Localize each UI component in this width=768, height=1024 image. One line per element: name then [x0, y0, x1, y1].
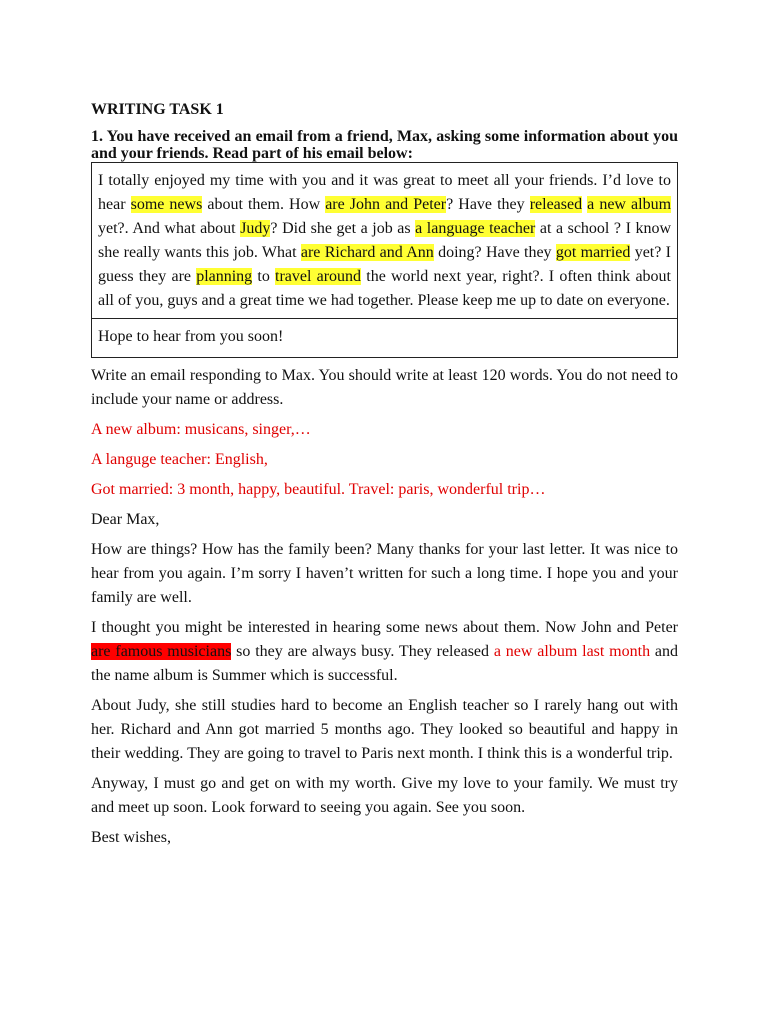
paragraph-2-part-2: so they are always busy. They released	[231, 643, 494, 660]
greeting: Dear Max,	[91, 511, 160, 528]
page-title: WRITING TASK 1	[91, 101, 224, 118]
email-text: yet?. And what about	[98, 220, 241, 237]
paragraph-1: How are things? How has the family been? Many thanks for your last letter. It was nice to hear from you again. I’m sorry I haven’t written for such a long time. I hope you and your family are well.	[91, 541, 678, 606]
instructions: Write an email responding to Max. You should write at least 120 words. You do not need to include your name or address.	[91, 367, 678, 408]
red-text-album: a new album last month	[493, 643, 651, 660]
closing: Best wishes,	[91, 829, 171, 846]
email-highlight: are John and Peter	[325, 196, 447, 213]
note-teacher: A languge teacher: English,	[91, 451, 268, 468]
email-text: to	[252, 268, 276, 285]
paragraph-4: Anyway, I must go and get on with my worth. Give my love to your family. We must try and meet up soon. Look forward to seeing you again. See you soon.	[91, 775, 678, 816]
email-highlight: are Richard and Ann	[300, 244, 434, 261]
email-highlight: released	[529, 196, 583, 213]
email-text: the world next year, right?. I often think about all of you, guys and a great time we had together. Please keep me up to date on everyone.	[98, 268, 671, 309]
email-text: doing? Have they	[433, 244, 556, 261]
email-text: yet? I guess they are	[98, 244, 671, 285]
document-page	[91, 100, 678, 850]
email-highlight: Judy	[240, 220, 271, 237]
paragraph-2-part-1: I thought you might be interested in hearing some news about them. Now John and Peter	[91, 619, 678, 636]
email-highlight: got married	[555, 244, 631, 261]
paragraph-3: About Judy, she still studies hard to become an English teacher so I rarely hang out with her. Richard and Ann got married 5 months ago. They looked so beautiful and happy in their wedding. They are going to travel to Paris next month. I think this is a wonderful trip.	[91, 697, 678, 762]
email-highlight: travel around	[275, 268, 362, 285]
email-text: ? Did she get a job as	[270, 220, 416, 237]
email-text: at a school ? I know she really wants this job. What	[98, 220, 672, 261]
email-text: about them. How	[202, 196, 326, 213]
email-highlight: a language teacher	[415, 220, 536, 237]
email-highlight: some news	[130, 196, 203, 213]
note-married: Got married: 3 month, happy, beautiful. Travel: paris, wonderful trip…	[91, 481, 546, 498]
highlight-musicians: are famous musicians	[91, 643, 232, 660]
email-highlight: a new album	[587, 196, 672, 213]
paragraph-2-part-3: and the name album is Summer which is successful.	[91, 643, 679, 684]
task-prompt: 1. You have received an email from a friend, Max, asking some information about you and your friends. Read part of his email below:	[91, 128, 678, 162]
email-sign-off: Hope to hear from you soon!	[92, 318, 677, 357]
email-body	[92, 163, 677, 318]
paragraph-2	[91, 616, 678, 688]
email-text: ? Have they	[446, 196, 530, 213]
email-highlight: planning	[196, 268, 253, 285]
email-text: I totally enjoyed my time with you and it was great to meet all your friends. I’d love to hear	[98, 172, 671, 213]
email-box	[91, 162, 678, 358]
note-album: A new album: musicans, singer,…	[91, 421, 311, 438]
